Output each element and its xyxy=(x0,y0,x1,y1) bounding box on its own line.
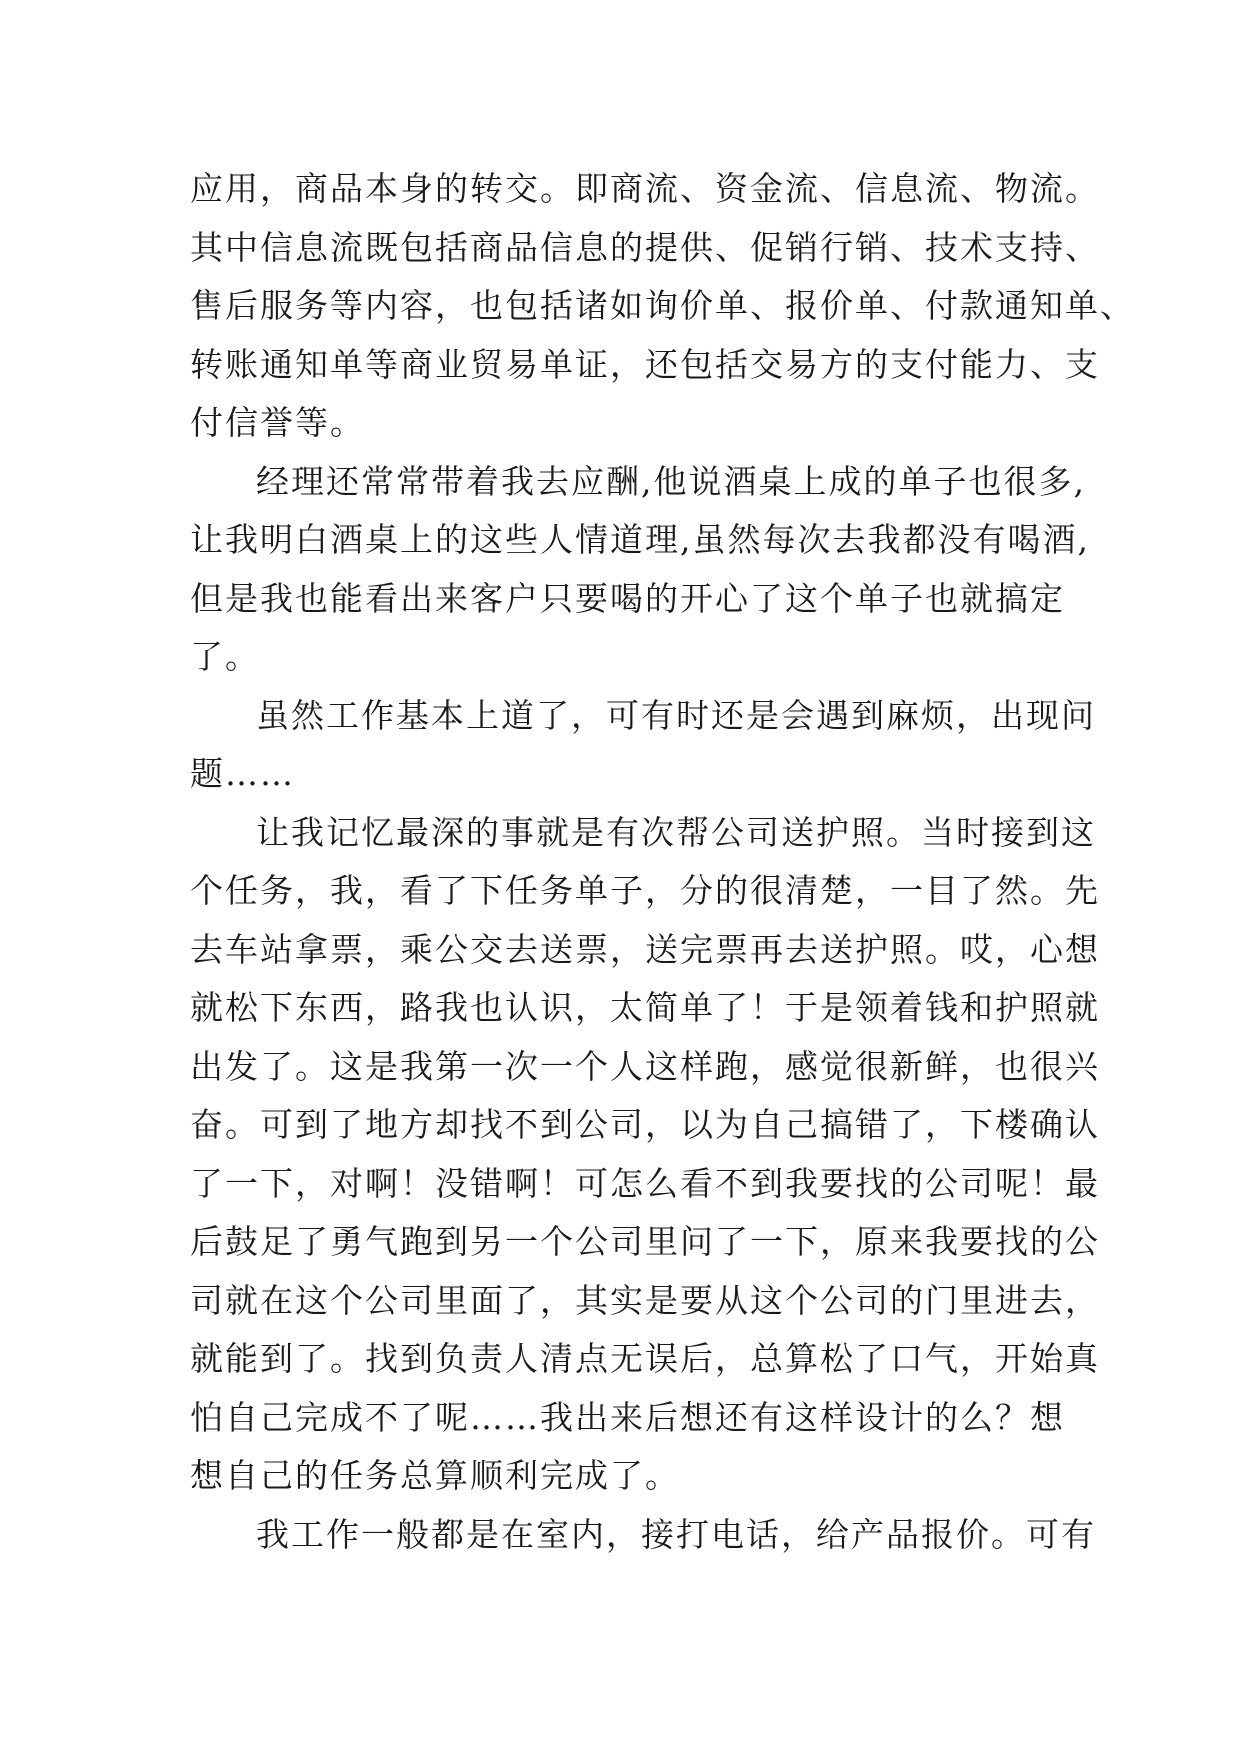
text-line: 其中信息流既包括商品信息的提供、促销行销、技术支持、 xyxy=(190,227,1100,267)
paragraph-first-line: 虽然工作基本上道了，可有时还是会遇到麻烦，出现问 xyxy=(256,695,1096,735)
text-line: 就能到了。找到负责人清点无误后，总算松了口气，开始真 xyxy=(190,1339,1100,1378)
text-line: 题…… xyxy=(190,754,295,793)
text-line: 但是我也能看出来客户只要喝的开心了这个单子也就搞定 xyxy=(190,578,1065,618)
text-line: 怕自己完成不了呢……我出来后想还有这样设计的么？想 xyxy=(190,1397,1065,1437)
text-line: 了一下，对啊！没错啊！可怎么看不到我要找的公司呢！最 xyxy=(190,1163,1100,1203)
document-body xyxy=(190,160,1135,1564)
text-line: 司就在这个公司里面了，其实是要从这个公司的门里进去， xyxy=(190,1280,1100,1320)
paragraph-first-line: 我工作一般都是在室内，接打电话，给产品报价。可有 xyxy=(256,1514,1096,1554)
text-line: 就松下东西，路我也认识，太简单了！于是领着钱和护照就 xyxy=(190,988,1100,1027)
text-line: 让我明白酒桌上的这些人情道理,虽然每次去我都没有喝酒, xyxy=(190,520,1090,559)
text-line: 出发了。这是我第一次一个人这样跑，感觉很新鲜，也很兴 xyxy=(190,1046,1100,1086)
text-line: 售后服务等内容，也包括诸如询价单、报价单、付款通知单、 xyxy=(190,286,1135,325)
text-line: 应用，商品本身的转交。即商流、资金流、信息流、物流。 xyxy=(190,169,1100,208)
text-line: 想自己的任务总算顺利完成了。 xyxy=(190,1456,680,1495)
text-line: 去车站拿票，乘公交去送票，送完票再去送护照。哎，心想 xyxy=(190,929,1100,969)
text-line: 个任务，我，看了下任务单子，分的很清楚，一目了然。先 xyxy=(190,871,1100,910)
text-line: 付信誉等。 xyxy=(190,403,365,442)
text-line: 了。 xyxy=(190,637,260,676)
paragraph-first-line: 经理还常常带着我去应酬,他说酒桌上成的单子也很多, xyxy=(256,461,1086,501)
text-line: 奋。可到了地方却找不到公司，以为自己搞错了，下楼确认 xyxy=(190,1105,1100,1144)
text-line: 转账通知单等商业贸易单证，还包括交易方的支付能力、支 xyxy=(190,344,1100,384)
paragraph-first-line: 让我记忆最深的事就是有次帮公司送护照。当时接到这 xyxy=(256,812,1096,852)
text-line: 后鼓足了勇气跑到另一个公司里问了一下，原来我要找的公 xyxy=(190,1222,1100,1261)
